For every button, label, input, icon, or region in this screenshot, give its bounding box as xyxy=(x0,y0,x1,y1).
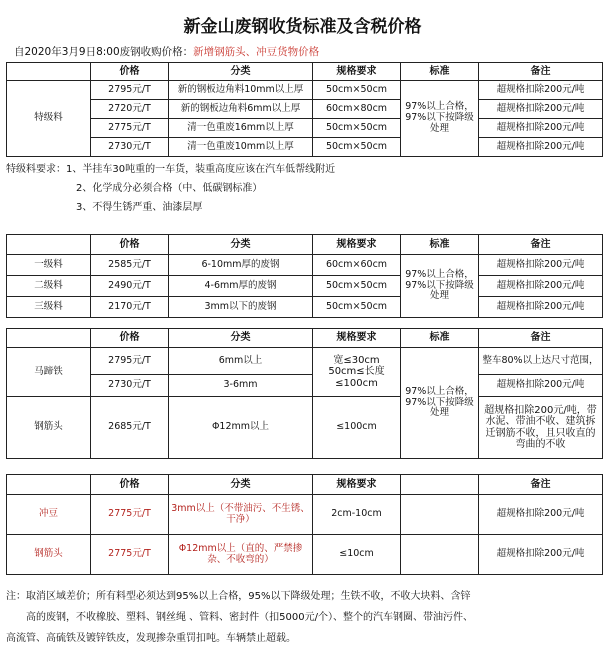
requirement-item: 3、不得生锈严重、油漆层厚 xyxy=(76,202,203,213)
price-cell: 2795元/T xyxy=(91,81,169,100)
price-cell: 2730元/T xyxy=(91,138,169,157)
category-cell: 6mm以上 xyxy=(169,348,313,375)
table-row xyxy=(7,276,603,297)
note-cell: 超规格扣除200元/吨，带水泥、带油不收、建筑拆迁钢筋不收，且只收直的弯曲的不收 xyxy=(479,397,603,459)
grade-table xyxy=(6,234,603,318)
category-cell: 3-6mm xyxy=(169,375,313,397)
spec-cell: 50cm×50cm xyxy=(313,119,401,138)
price-cell: 2730元/T xyxy=(91,375,169,397)
grade-label: 三级料 xyxy=(7,297,91,318)
spec-cell: ≤100cm xyxy=(313,397,401,459)
header-empty xyxy=(7,63,91,81)
note-cell: 超规格扣除200元/吨 xyxy=(479,119,603,138)
table-row xyxy=(7,297,603,318)
standard-cell: 97%以上合格，97%以下按降级处理 xyxy=(401,348,479,459)
category-cell: Φ12mm以上 xyxy=(169,397,313,459)
grade-label: 冲豆 xyxy=(7,495,91,535)
header-note: 备注 xyxy=(479,63,603,81)
note-cell: 超规格扣除200元/吨 xyxy=(479,81,603,100)
header-price: 价格 xyxy=(91,475,169,495)
premium-requirements xyxy=(6,160,335,217)
spec-cell: 50cm×50cm xyxy=(313,276,401,297)
table-row xyxy=(7,119,603,138)
category-cell: 6-10mm厚的废钢 xyxy=(169,255,313,276)
spec-cell: 2cm-10cm xyxy=(313,495,401,535)
requirement-item: 2、化学成分必须合格（中、低碳钢标准） xyxy=(76,183,263,194)
category-cell: 3mm以下的废钢 xyxy=(169,297,313,318)
note-cell: 超规格扣除200元/吨 xyxy=(479,276,603,297)
table-row xyxy=(7,495,603,535)
category-cell: 清一色重废10mm以上厚 xyxy=(169,138,313,157)
table-row xyxy=(7,81,603,100)
header-category: 分类 xyxy=(169,235,313,255)
price-cell: 2775元/T xyxy=(91,495,169,535)
spec-cell: ≤10cm xyxy=(313,535,401,575)
price-cell: 2775元/T xyxy=(91,119,169,138)
footer-line: 高流管、高硫铁及镀锌铁皮，发现掺杂重罚扣吨。车辆禁止超载。 xyxy=(6,633,296,644)
table-row xyxy=(7,100,603,119)
note-cell: 超规格扣除200元/吨 xyxy=(479,255,603,276)
note-cell: 超规格扣除200元/吨 xyxy=(479,100,603,119)
page-title: 新金山废钢收货标准及含税价格 xyxy=(183,17,422,37)
category-cell: 3mm以上（不带油污、不生锈、干净） xyxy=(169,495,313,535)
grade-label: 二级料 xyxy=(7,276,91,297)
note-cell: 超规格扣除200元/吨 xyxy=(479,495,603,535)
header-standard: 标准 xyxy=(401,235,479,255)
header-note: 备注 xyxy=(479,475,603,495)
price-cell: 2775元/T xyxy=(91,535,169,575)
table-row xyxy=(7,348,603,375)
header-note: 备注 xyxy=(479,235,603,255)
spec-cell: 宽≤30cm 50cm≤长度≤100cm xyxy=(313,348,401,397)
price-cell: 2490元/T xyxy=(91,276,169,297)
spec-cell: 60cm×60cm xyxy=(313,255,401,276)
header-spec: 规格要求 xyxy=(313,63,401,81)
header-note: 备注 xyxy=(479,329,603,348)
requirement-item: 1、半挂车30吨重的一车货，装重高度应该在汽车低帮线附近 xyxy=(66,164,336,175)
price-cell: 2170元/T xyxy=(91,297,169,318)
price-date-line xyxy=(14,44,319,59)
standard-empty xyxy=(401,495,479,535)
note-cell: 超规格扣除200元/吨 xyxy=(479,138,603,157)
note-cell: 超规格扣除200元/吨 xyxy=(479,535,603,575)
spec-cell: 50cm×50cm xyxy=(313,138,401,157)
footer-line: 注：取消区域差价；所有料型必须达到95%以上合格，95%以下降级处理；生铁不收，不收大块料、含锌 xyxy=(6,591,471,602)
new-items-highlight: 新增钢筋头、冲豆货物价格 xyxy=(193,46,320,58)
header-spec: 规格要求 xyxy=(313,329,401,348)
header-price: 价格 xyxy=(91,63,169,81)
note-cell: 整车80%以上达尺寸范围， xyxy=(479,348,603,375)
standard-cell: 97%以上合格，97%以下按降级处理 xyxy=(401,81,479,157)
header-category: 分类 xyxy=(169,475,313,495)
header-empty xyxy=(7,475,91,495)
note-cell: 超规格扣除200元/吨 xyxy=(479,375,603,397)
header-standard: 标准 xyxy=(401,329,479,348)
table-row xyxy=(7,397,603,459)
grade-label: 钢筋头 xyxy=(7,397,91,459)
grade-label: 马蹄铁 xyxy=(7,348,91,397)
table-row xyxy=(7,138,603,157)
table-row xyxy=(7,535,603,575)
horseshoe-rebar-table xyxy=(6,328,603,459)
grade-label: 特级料 xyxy=(7,81,91,157)
price-cell: 2685元/T xyxy=(91,397,169,459)
header-category: 分类 xyxy=(169,329,313,348)
header-price: 价格 xyxy=(91,235,169,255)
new-items-table xyxy=(6,474,603,575)
category-cell: 清一色重废16mm以上厚 xyxy=(169,119,313,138)
price-date-prefix: 自2020年3月9日8:00废钢收购价格： xyxy=(14,46,194,58)
table-row xyxy=(7,255,603,276)
footer-notes xyxy=(6,586,602,649)
note-cell: 超规格扣除200元/吨 xyxy=(479,297,603,318)
grade-label: 钢筋头 xyxy=(7,535,91,575)
spec-cell: 50cm×50cm xyxy=(313,81,401,100)
category-cell: 新的钢板边角料6mm以上厚 xyxy=(169,100,313,119)
standard-cell: 97%以上合格，97%以下按降级处理 xyxy=(401,255,479,318)
price-cell: 2720元/T xyxy=(91,100,169,119)
price-cell: 2795元/T xyxy=(91,348,169,375)
category-cell: 4-6mm厚的废钢 xyxy=(169,276,313,297)
spec-cell: 50cm×50cm xyxy=(313,297,401,318)
header-empty xyxy=(401,475,479,495)
spec-cell: 60cm×80cm xyxy=(313,100,401,119)
table-row xyxy=(7,375,603,397)
premium-grade-table xyxy=(6,62,603,157)
header-spec: 规格要求 xyxy=(313,475,401,495)
header-empty xyxy=(7,329,91,348)
grade-label: 一级料 xyxy=(7,255,91,276)
header-price: 价格 xyxy=(91,329,169,348)
header-empty xyxy=(7,235,91,255)
footer-line: 高的废钢，不收橡胶、塑料、钢丝绳 、管料、密封件（扣5000元/个）、整个的汽车钢圈、带油污件、 xyxy=(26,612,473,623)
standard-empty xyxy=(401,535,479,575)
header-spec: 规格要求 xyxy=(313,235,401,255)
requirements-label: 特级料要求： xyxy=(6,164,66,175)
category-cell: Φ12mm以上（直的、严禁掺杂、不收弯的） xyxy=(169,535,313,575)
category-cell: 新的钢板边角料10mm以上厚 xyxy=(169,81,313,100)
header-standard: 标准 xyxy=(401,63,479,81)
price-cell: 2585元/T xyxy=(91,255,169,276)
header-category: 分类 xyxy=(169,63,313,81)
